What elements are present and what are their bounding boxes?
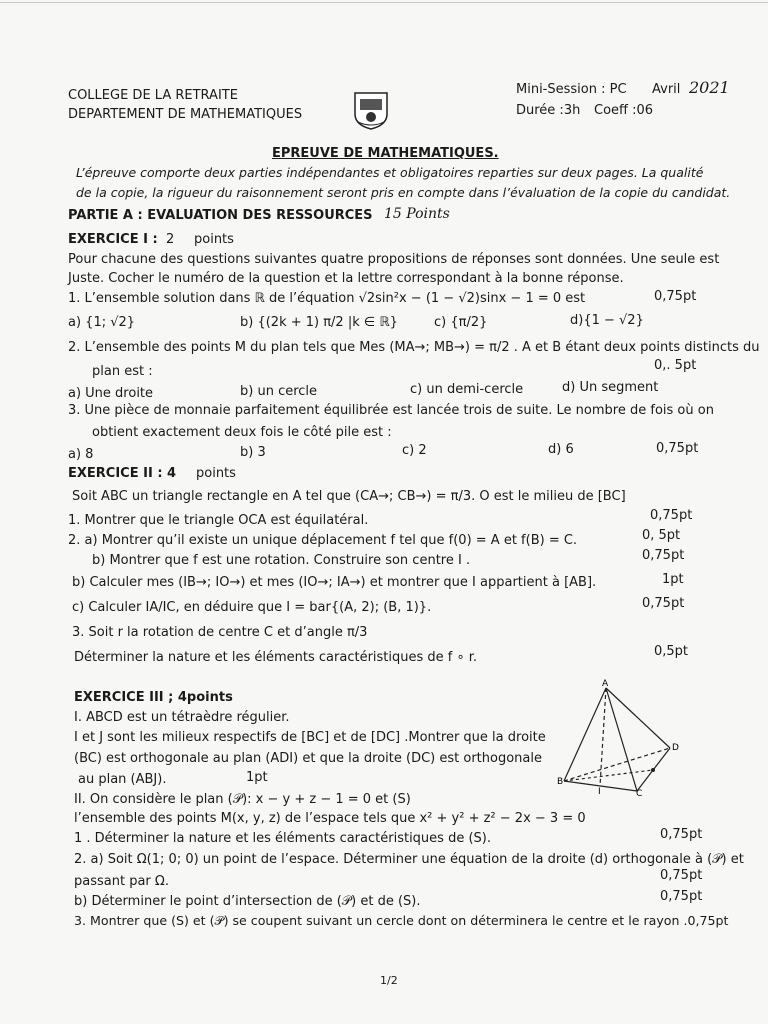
ex1-q1-option-c: c) {π/2} bbox=[434, 315, 488, 330]
label-c: C bbox=[636, 789, 643, 796]
label-i: I bbox=[598, 787, 601, 796]
ex2-q2b: b) Montrer que f est une rotation. Construire son centre I . bbox=[92, 553, 471, 568]
top-rule bbox=[0, 2, 768, 3]
ex1-q2-option-d: d) Un segment bbox=[562, 380, 659, 395]
ex1-q1-option-a: a) {1; √2} bbox=[68, 315, 136, 330]
ex2-points-word: points bbox=[196, 466, 236, 481]
ex1-q1-option-b: b) {(2k + 1) π/2 |k ∈ ℝ} bbox=[240, 315, 398, 330]
ex3-q2b-points: 0,75pt bbox=[660, 889, 703, 904]
school-logo bbox=[352, 90, 390, 130]
ex3-q2b: b) Déterminer le point d’intersection de (𝒫) et de (S). bbox=[74, 894, 421, 909]
label-d: D bbox=[672, 743, 679, 753]
segment-ai bbox=[600, 688, 606, 786]
coeff-label: Coeff :06 bbox=[594, 103, 654, 118]
ex1-q3-option-c: c) 2 bbox=[402, 443, 427, 458]
ex2-q3c: c) Calculer IA/IC, en déduire que I = bar{(A, 2); (B, 1)}. bbox=[72, 600, 432, 615]
ex1-q2-line-1: 2. L’ensemble des points M du plan tels que Mes (MA→; MB→) = π/2 . A et B étant deux points distincts du bbox=[68, 340, 760, 355]
ex3-q2a-points: 0,75pt bbox=[660, 868, 703, 883]
part-a-points: 15 Points bbox=[384, 206, 450, 222]
ex2-q3b-points: 1pt bbox=[662, 572, 684, 587]
ex2-q5: Déterminer la nature et les éléments caractéristiques de f ∘ r. bbox=[74, 650, 478, 665]
ex2-q3c-points: 0,75pt bbox=[642, 596, 685, 611]
month-label: Avril bbox=[652, 82, 681, 97]
ex2-q5-points: 0,5pt bbox=[654, 644, 689, 659]
ex1-q1-option-d: d){1 − √2} bbox=[570, 313, 644, 328]
edge-ab bbox=[564, 688, 606, 781]
duration-label: Durée :3h bbox=[516, 103, 581, 118]
label-b: B bbox=[557, 777, 564, 787]
ex1-q1-points: 0,75pt bbox=[654, 289, 697, 304]
ex2-q3b: b) Calculer mes (IB→; IO→) et mes (IO→; IA→) et montrer que I appartient à [AB]. bbox=[72, 575, 597, 590]
page-title: EPREUVE DE MATHEMATIQUES. bbox=[272, 146, 499, 161]
ex3-q2a: 2. a) Soit Ω(1; 0; 0) un point de l’espace. Déterminer une équation de la droite (d) orthogonale à (𝒫) et bbox=[74, 852, 744, 867]
edge-bd bbox=[564, 748, 670, 781]
ex1-intro-1: Pour chacune des questions suivantes quatre propositions de réponses sont données. Une seule est bbox=[68, 252, 720, 267]
ex2-q2a-points: 0, 5pt bbox=[642, 528, 681, 543]
ex1-points-word: points bbox=[194, 232, 234, 247]
ex2-intro: Soit ABC un triangle rectangle en A tel que (CA→; CB→) = π/3. O est le milieu de [BC] bbox=[72, 489, 626, 504]
ex3-part1: I. ABCD est un tétraèdre régulier. bbox=[74, 710, 290, 725]
ex1-q2-option-c: c) un demi-cercle bbox=[410, 382, 524, 397]
ex1-q2-points: 0,. 5pt bbox=[654, 358, 697, 373]
ex1-q3-option-a: a) 8 bbox=[68, 447, 94, 462]
ex3-q1: 1 . Déterminer la nature et les éléments caractéristiques de (S). bbox=[74, 831, 491, 846]
ex3-part2: II. On considère le plan (𝒫): x − y + z − 1 = 0 et (S) bbox=[74, 792, 411, 807]
ex3-q2a-line-2: passant par Ω. bbox=[74, 874, 169, 889]
ex3-line-1: I et J sont les milieux respectifs de [BC] et de [DC] .Montrer que la droite bbox=[74, 730, 546, 745]
ex3-q3: 3. Montrer que (S) et (𝒫) se coupent suivant un cercle dont on déterminera le centre et le rayon .0,75pt bbox=[74, 913, 729, 928]
ex1-q2-option-b: b) un cercle bbox=[240, 384, 318, 399]
ex1-q3-option-d: d) 6 bbox=[548, 442, 574, 457]
ex1-intro-2: Juste. Cocher le numéro de la question et la lettre correspondant à la bonne réponse. bbox=[68, 271, 624, 286]
ex1-points-num: 2 bbox=[166, 232, 175, 247]
ex2-q1-points: 0,75pt bbox=[650, 508, 693, 523]
ex2-q2a: 2. a) Montrer qu’il existe un unique déplacement f tel que f(0) = A et f(B) = C. bbox=[68, 533, 578, 548]
part-a-title: PARTIE A : EVALUATION DES RESSOURCES bbox=[68, 208, 373, 223]
year-label: 2021 bbox=[689, 78, 730, 97]
intro-line-2: de la copie, la rigueur du raisonnement seront pris en compte dans l’évaluation de la copie du candidat. bbox=[76, 185, 731, 200]
ex2-q2b-points: 0,75pt bbox=[642, 548, 685, 563]
session-label: Mini-Session : PC bbox=[516, 82, 627, 97]
point-j bbox=[651, 768, 655, 772]
department-name: DEPARTEMENT DE MATHEMATIQUES bbox=[68, 107, 303, 122]
ex3-line-3-points: 1pt bbox=[246, 770, 268, 785]
ex3-line-2: (BC) est orthogonale au plan (ADI) et que la droite (DC) est orthogonale bbox=[74, 751, 542, 766]
ex1-q3-line-1: 3. Une pièce de monnaie parfaitement équilibrée est lancée trois de suite. Le nombre de fois où on bbox=[68, 403, 714, 418]
ex2-q4: 3. Soit r la rotation de centre C et d’angle π/3 bbox=[72, 625, 368, 640]
school-name: COLLEGE DE LA RETRAITE bbox=[68, 88, 238, 103]
ex1-q2-line-2: plan est : bbox=[92, 364, 153, 379]
ex3-line-3: au plan (ABJ). bbox=[78, 772, 167, 787]
segment-bj bbox=[564, 770, 653, 781]
ex3-q1-points: 0,75pt bbox=[660, 827, 703, 842]
page-number: 1/2 bbox=[380, 974, 398, 987]
ex2-title: EXERCICE II : 4 bbox=[68, 466, 177, 481]
ex2-q1: 1. Montrer que le triangle OCA est équilatéral. bbox=[68, 513, 369, 528]
ex1-title: EXERCICE I : bbox=[68, 232, 158, 247]
edge-ac bbox=[606, 688, 637, 791]
ex1-q3-points: 0,75pt bbox=[656, 441, 699, 456]
ex1-q1: 1. L’ensemble solution dans ℝ de l’équation √2sin²x − (1 − √2)sinx − 1 = 0 est bbox=[68, 291, 586, 306]
ex1-q2-option-a: a) Une droite bbox=[68, 386, 154, 401]
ex3-line-4: l’ensemble des points M(x, y, z) de l’espace tels que x² + y² + z² − 2x − 3 = 0 bbox=[74, 811, 586, 826]
ex3-title: EXERCICE III ; 4points bbox=[74, 690, 233, 705]
ex1-q3-line-2: obtient exactement deux fois le côté pile est : bbox=[92, 425, 392, 440]
intro-line-1: L’épreuve comporte deux parties indépendantes et obligatoires reparties sur deux pages. La qualité bbox=[76, 165, 704, 180]
label-a: A bbox=[602, 679, 609, 689]
ex1-q3-option-b: b) 3 bbox=[240, 445, 266, 460]
tetrahedron-figure bbox=[552, 676, 712, 796]
